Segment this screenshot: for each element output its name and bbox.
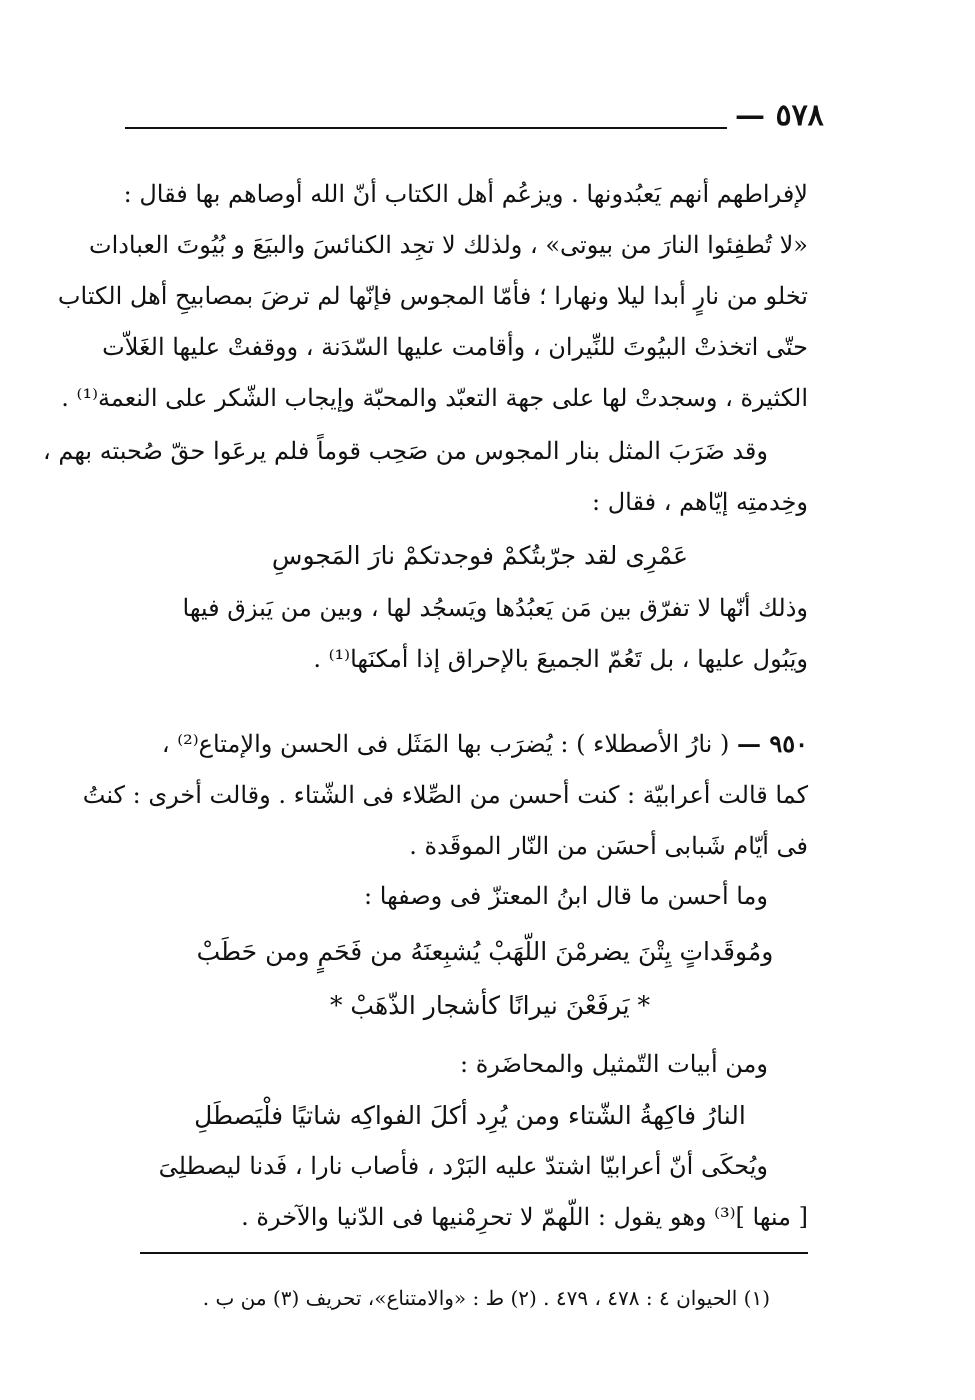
text-line: وذلك أنّها لا تفرّق بين مَن يَعبُدُها ويَسجُد لها ، وبين من يَبزق فيها	[182, 594, 808, 622]
footnote-rule	[140, 1252, 808, 1254]
verse-line: * يَرفَعْنَ نيرانًا كأشجار الذّهَبْ *	[329, 991, 651, 1020]
text-line: حتّى اتخذتْ البيُوتَ للنِّيران ، وأقامت عليها السّدَنة ، ووقفتْ عليها الغَلاّت	[102, 333, 808, 361]
page-number: ٥٧٨ —	[735, 98, 824, 133]
text-line: ويُحكَى أنّ أعرابيّا اشتدّ عليه البَرْد ، فأصاب نارا ، فَدنا ليصطلِىَ	[158, 1152, 768, 1180]
entry-line	[128, 720, 808, 768]
text-line: لإفراطهم أنهم يَعبُدونها . ويزعُم أهل الكتاب أنّ الله أوصاهم بها فقال :	[123, 180, 808, 208]
verse-line: ومُوقَداتٍ يِتْنَ يضرمْنَ اللّهَبْ يُشبِعنَهُ من فَحَمٍ ومن حَطَبْ	[196, 937, 774, 966]
footnotes: (١) الحيوان ٤ : ٤٧٨ ، ٤٧٩ . (٢) ط : «والامتناع»، تحريف (٣) من ب .	[202, 1286, 770, 1310]
text-line: [ منها ]⁽³⁾ وهو يقول : اللّهمّ لا تحرِمْنيها فى الدّنيا والآخرة .	[241, 1203, 808, 1231]
text-line: الكثيرة ، وسجدتْ لها على جهة التعبّد والمحبّة وإيجاب الشّكر على النعمة⁽¹⁾ .	[61, 384, 808, 412]
text-line: وما أحسن ما قال ابنُ المعتزّ فى وصفها :	[364, 882, 768, 910]
text-line: وخِدمتِه إيّاهم ، فقال :	[592, 488, 808, 516]
verse-line: عَمْرِى لقد جرّبتُكمْ فوجدتكمْ نارَ المَجوسِ	[271, 541, 689, 570]
text-line: وقد ضَرَبَ المثل بنار المجوس من صَحِب قوماً فلم يرعَوا حقّ صُحبته بهم ،	[42, 437, 768, 465]
text-line: ويَبُول عليها ، بل تَعُمّ الجميعَ بالإحراق إذا أمكنَها⁽¹⁾ .	[313, 645, 808, 673]
text-line: فى أيّام شَبابى أحسَن من النّار الموقَدة .	[409, 832, 808, 860]
text-line: كما قالت أعرابيّة : كنت أحسن من الصِّلاء فى الشّتاء . وقالت أخرى : كنتُ	[82, 781, 808, 809]
verse-line: النارُ فاكِهةُ الشّتاء ومن يُرِد أكلَ الفواكِه شاتيًا فلْيَصطَلِ	[194, 1101, 746, 1130]
main-text	[42, 0, 808, 1240]
text-line: «لا تُطفِئوا النارَ من بيوتى» ، ولذلك لا تجِد الكنائسَ والبيَعَ و بُيُوتَ العبادات	[88, 231, 808, 259]
text-line: ومن أبيات التّمثيل والمحاضَرة :	[459, 1050, 768, 1078]
text-line: تخلو من نارٍ أبدا ليلا ونهارا ؛ فأمّا المجوس فإنّها لم ترضَ بمصابيحِ أهل الكتاب	[57, 282, 808, 310]
entry-title: ( نارُ الأصطلاء ) : يُضرَب بها المَثَل فى الحسن والإمتاع⁽²⁾ ،	[161, 730, 730, 758]
entry-number: ٩٥٠ —	[736, 729, 808, 758]
